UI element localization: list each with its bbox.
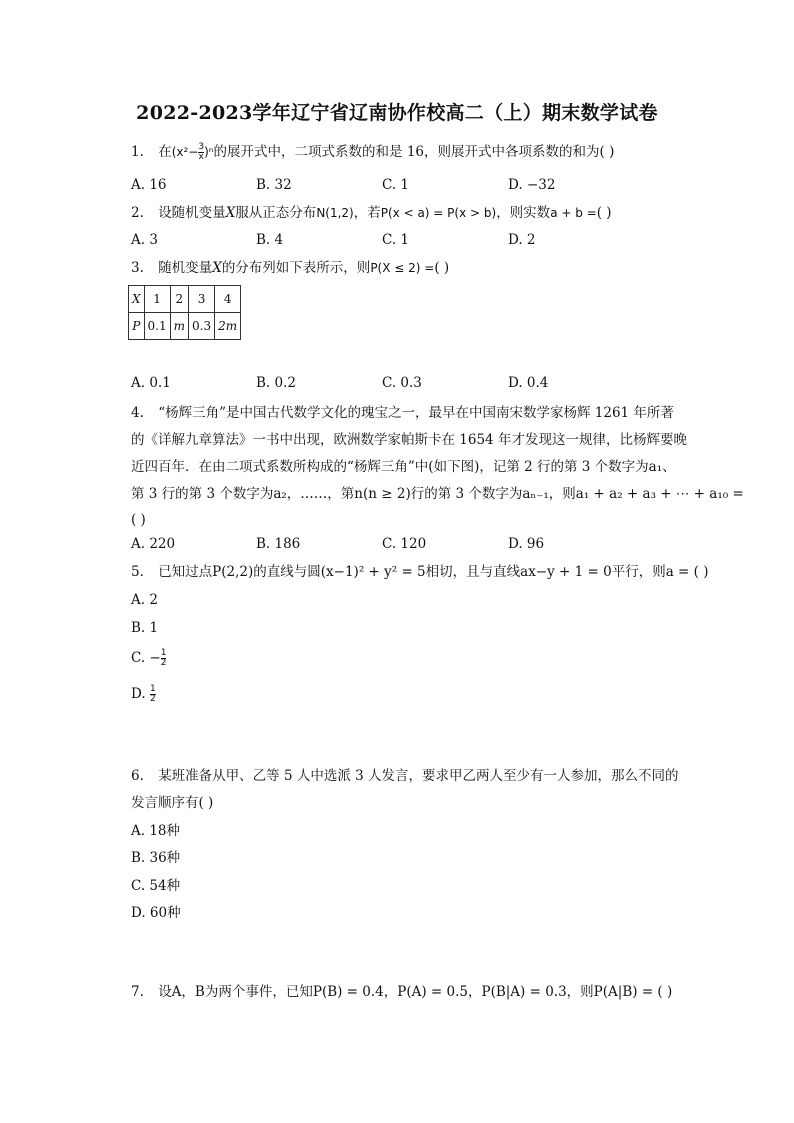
question-text: 的展开式中，二项式系数的和是 16，则展开式中各项系数的和为( ): [213, 144, 615, 160]
question-number: 7.: [131, 984, 144, 1000]
variable: X: [225, 205, 236, 221]
exam-title: 2022-2023学年辽宁省辽南协作校高二（上）期末数学试卷: [136, 102, 658, 124]
option-c[interactable]: C. 1: [382, 232, 410, 248]
option-d[interactable]: D. 2: [508, 232, 536, 248]
option-b[interactable]: B. 4: [256, 232, 284, 248]
question-4-line-3: 近四百年．在由二项式系数所构成的“杨辉三角”中(如下图)，记第 2 行的第 3 个数字为a₁、: [131, 459, 676, 475]
option-a[interactable]: A. 0.1: [131, 375, 171, 391]
option-a[interactable]: A. 18种: [131, 823, 181, 839]
question-text: 设随机变量: [158, 205, 226, 221]
question-text: 随机变量: [158, 260, 213, 276]
expression: N(1,2): [316, 206, 354, 220]
option-a[interactable]: A. 16: [131, 177, 167, 193]
option-b[interactable]: B. 1: [131, 620, 159, 636]
fraction-denominator: 2: [149, 694, 156, 704]
table-cell: 0.3: [189, 313, 215, 340]
option-a[interactable]: A. 2: [131, 592, 158, 608]
expression: a + b =: [550, 206, 597, 220]
question-number: 3.: [131, 260, 144, 276]
table-cell: 2: [170, 286, 188, 313]
answer-blank: ( ): [596, 205, 612, 221]
option-d[interactable]: [131, 685, 156, 704]
option-a[interactable]: A. 3: [131, 232, 158, 248]
option-label: C. −: [131, 650, 161, 666]
question-number: 5.: [131, 564, 144, 580]
question-6-line-2: 发言顺序有( ): [131, 795, 214, 811]
table-cell: 2m: [215, 313, 241, 340]
option-b[interactable]: B. 0.2: [256, 375, 296, 391]
table-cell: m: [170, 313, 188, 340]
option-b[interactable]: B. 186: [256, 536, 301, 552]
question-text: “杨辉三角”是中国古代数学文化的瑰宝之一，最早在中国南宋数学家杨辉 1261 年所著: [158, 405, 674, 421]
fraction: [161, 649, 167, 668]
question-number: 4.: [131, 405, 144, 421]
question-number: 2.: [131, 205, 144, 221]
question-number: 1.: [131, 144, 144, 160]
option-c[interactable]: C. 54种: [131, 878, 181, 894]
table-row: [129, 313, 241, 340]
question-4-line-2: 的《详解九章算法》一书中出现，欧洲数学家帕斯卡在 1654 年才发现这一规律，比杨辉要晚: [131, 432, 687, 448]
option-label: D.: [131, 686, 150, 702]
table-row: [129, 286, 241, 313]
option-d[interactable]: D. 0.4: [508, 375, 549, 391]
expression: P(x < a) = P(x > b): [380, 206, 497, 220]
option-c[interactable]: C. 0.3: [382, 375, 422, 391]
question-text: ，若: [353, 205, 381, 221]
question-text: 服从正态分布: [235, 205, 317, 221]
question-2: [131, 204, 731, 222]
question-text: 已知过点P(2,2)的直线与圆(x−1)² + y² = 5相切，且与直线ax−y + 1 = 0平行，则a = ( ): [158, 564, 709, 580]
option-c[interactable]: [131, 649, 166, 668]
question-text: 的分布列如下表所示，则: [221, 260, 371, 276]
question-text: 设A，B为两个事件，已知P(B) = 0.4，P(A) = 0.5，P(B|A) = 0.3，则P(A|B) = ( ): [158, 984, 673, 1000]
question-text: ，则实数: [496, 205, 551, 221]
option-c[interactable]: C. 120: [382, 536, 427, 552]
option-a[interactable]: A. 220: [131, 536, 176, 552]
expression: P(X ≤ 2) =: [370, 261, 435, 275]
option-b[interactable]: B. 36种: [131, 850, 181, 866]
question-4-line-4: 第 3 行的第 3 个数字为a₂，……，第n(n ≥ 2)行的第 3 个数字为aₙ₋₁，则a₁ + a₂ + a₃ + ⋯ + a₁₀ =: [131, 486, 744, 502]
fraction-denominator: 2: [160, 658, 167, 668]
table-cell: X: [129, 286, 145, 313]
table-cell: 3: [189, 286, 215, 313]
question-6: [131, 767, 731, 785]
question-1: [131, 143, 731, 162]
distribution-table: [128, 285, 241, 340]
question-text: 在: [158, 144, 172, 160]
table-cell: 1: [144, 286, 170, 313]
question-4: [131, 404, 731, 422]
option-c[interactable]: C. 1: [382, 177, 410, 193]
fraction-numerator: 1: [149, 684, 156, 694]
question-7: [131, 983, 731, 1001]
option-b[interactable]: B. 32: [256, 177, 292, 193]
question-number: 6.: [131, 768, 144, 784]
table-cell: P: [129, 313, 145, 340]
question-text: 某班准备从甲、乙等 5 人中选派 3 人发言，要求甲乙两人至少有一人参加，那么不同的: [158, 768, 679, 784]
variable: X: [212, 260, 222, 276]
expression-exponent: )ⁿ: [204, 145, 214, 159]
option-d[interactable]: D. −32: [508, 177, 556, 193]
question-3: [131, 259, 731, 277]
question-4-line-5: ( ): [131, 512, 146, 528]
fraction: [150, 685, 156, 704]
fraction-numerator: 3: [198, 142, 205, 152]
option-d[interactable]: D. 60种: [131, 905, 181, 921]
fraction-numerator: 1: [160, 648, 167, 658]
answer-blank: ( ): [434, 260, 450, 276]
expression: (x²−: [171, 145, 199, 159]
table-cell: 4: [215, 286, 241, 313]
option-d[interactable]: D. 96: [508, 536, 545, 552]
fraction-denominator: x: [198, 152, 204, 162]
table-cell: 0.1: [144, 313, 170, 340]
question-5: [131, 563, 731, 581]
